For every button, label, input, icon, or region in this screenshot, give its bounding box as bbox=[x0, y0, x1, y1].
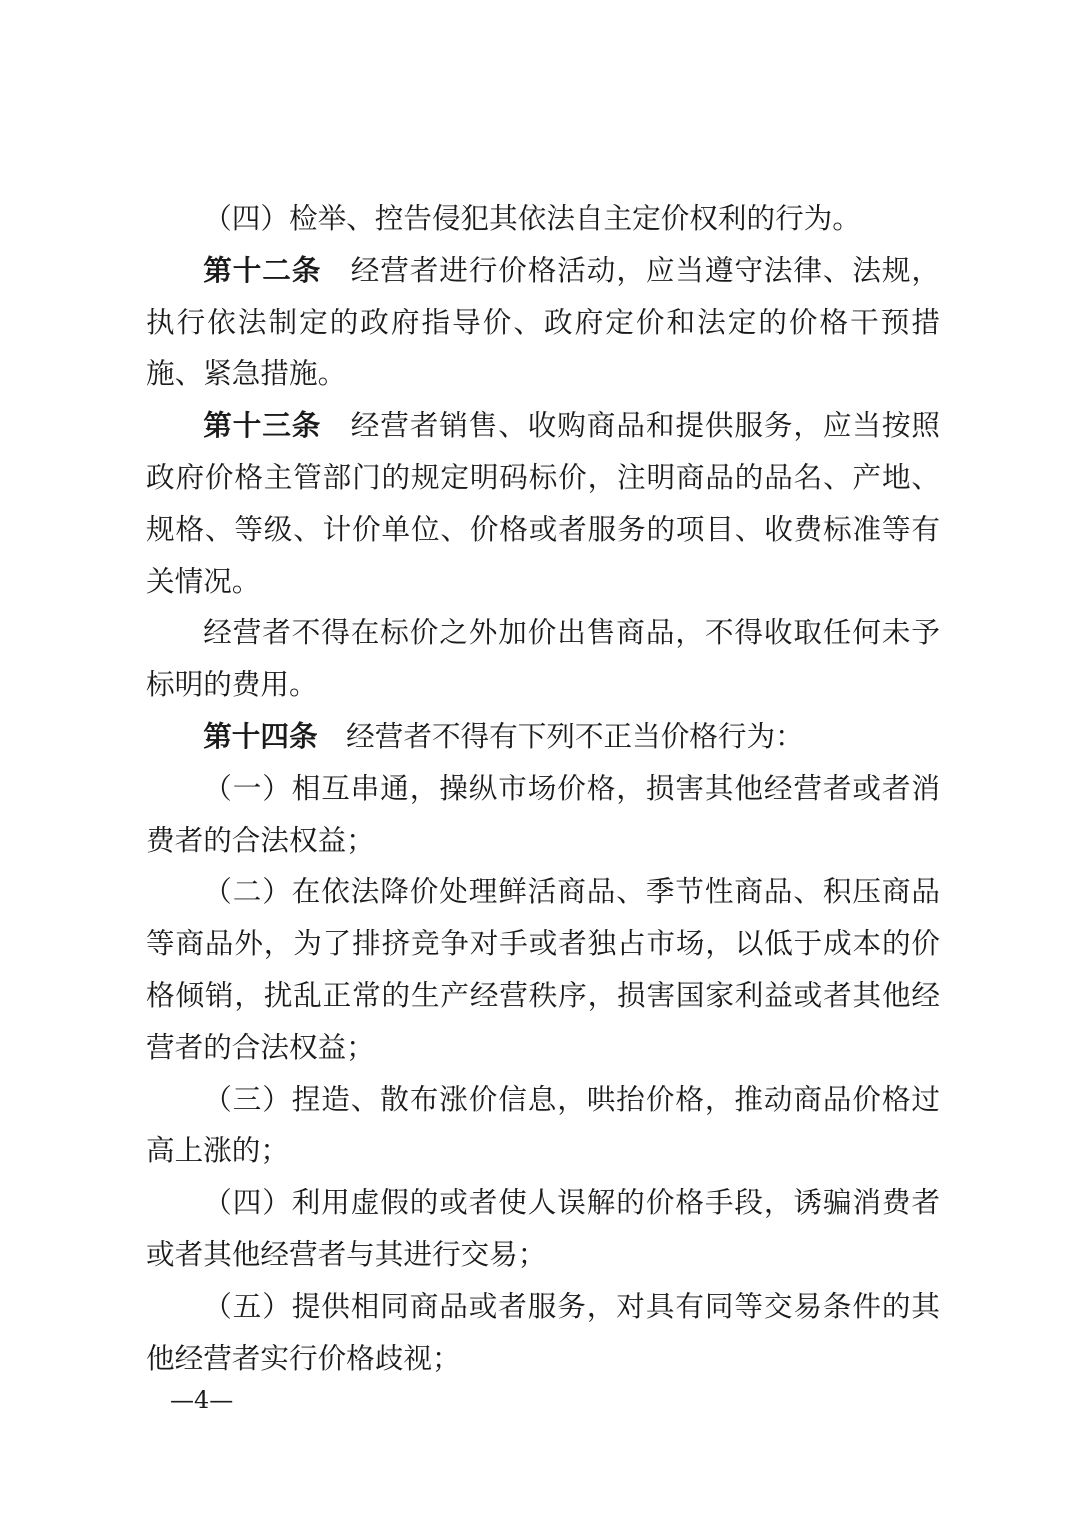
article-14 bbox=[146, 711, 940, 763]
article-title: 第十四条 bbox=[203, 718, 318, 753]
paragraph-text: （五）提供相同商品或者服务，对具有同等交易条件的其他经营者实行价格歧视； bbox=[146, 1288, 940, 1375]
article-14-item-2 bbox=[146, 866, 940, 1073]
paragraph-item-4 bbox=[146, 193, 940, 245]
paragraph-text: （二）在依法降价处理鲜活商品、季节性商品、积压商品等商品外，为了排挤竞争对手或者独占市场，以低于成本的价格倾销，扰乱正常的生产经营秩序，损害国家利益或者其他经营者的合法权益； bbox=[146, 874, 940, 1064]
paragraph-text: 经营者不得在标价之外加价出售商品，不得收取任何未予标明的费用。 bbox=[146, 615, 940, 702]
article-14-item-4 bbox=[146, 1177, 940, 1281]
article-14-item-3 bbox=[146, 1074, 940, 1178]
article-12 bbox=[146, 245, 940, 400]
article-13-paragraph-2 bbox=[146, 607, 940, 711]
paragraph-text: 经营者进行价格活动，应当遵守法律、法规，执行依法制定的政府指导价、政府定价和法定的价格干预措施、紧急措施。 bbox=[146, 252, 940, 391]
paragraph-text: 经营者销售、收购商品和提供服务，应当按照政府价格主管部门的规定明码标价，注明商品的品名、产地、规格、等级、计价单位、价格或者服务的项目、收费标准等有关情况。 bbox=[146, 408, 940, 598]
article-title: 第十三条 bbox=[203, 408, 322, 443]
paragraph-text: （四）利用虚假的或者使人误解的价格手段，诱骗消费者或者其他经营者与其进行交易； bbox=[146, 1185, 940, 1271]
paragraph-text: 经营者不得有下列不正当价格行为： bbox=[346, 718, 804, 753]
page-number: —4— bbox=[170, 1386, 234, 1414]
paragraph-text: （四）检举、控告侵犯其依法自主定价权利的行为。 bbox=[203, 201, 861, 235]
article-14-item-1 bbox=[146, 763, 940, 867]
paragraph-text: （一）相互串通，操纵市场价格，损害其他经营者或者消费者的合法权益； bbox=[146, 770, 940, 857]
article-title: 第十二条 bbox=[203, 252, 322, 287]
article-14-item-5 bbox=[146, 1281, 940, 1385]
article-13 bbox=[146, 400, 940, 607]
document-body bbox=[146, 193, 940, 1384]
paragraph-text: （三）捏造、散布涨价信息，哄抬价格，推动商品价格过高上涨的； bbox=[146, 1081, 940, 1168]
